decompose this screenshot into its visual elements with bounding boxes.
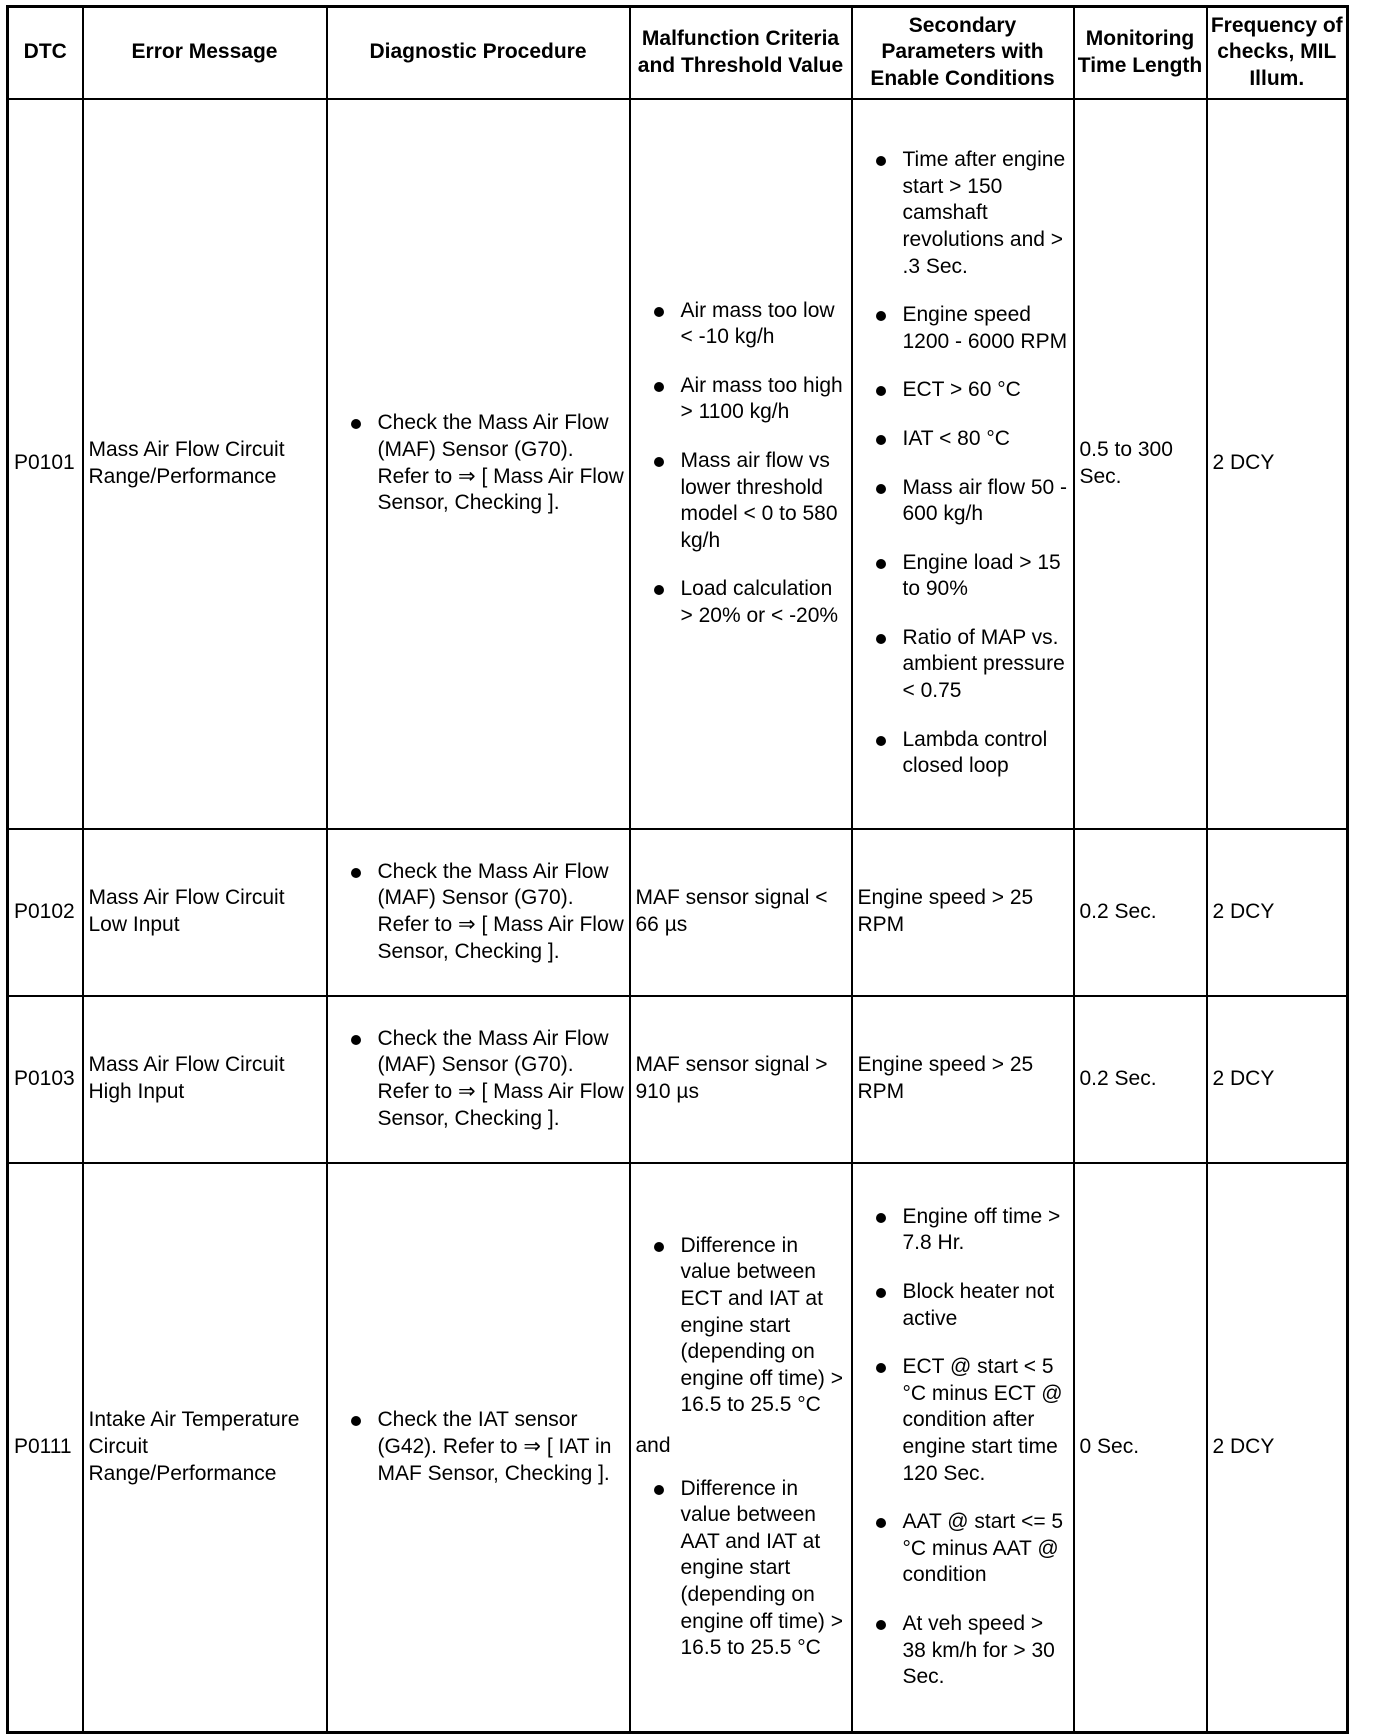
criteria-item: Difference in value between AAT and IAT at engine start (depending on engine off time) > 16.5 to 25.5 °C	[636, 1476, 847, 1662]
header-secondary-parameters: Secondary Parameters with Enable Conditions	[852, 7, 1074, 99]
dtc-code: P0102	[8, 829, 83, 996]
header-malfunction-criteria: Malfunction Criteria and Threshold Value	[630, 7, 852, 99]
monitoring-time: 0 Sec.	[1074, 1163, 1207, 1733]
diagnostic-procedure	[327, 1163, 630, 1733]
criteria-item: Mass air flow vs lower threshold model < 0 to 580 kg/h	[636, 448, 847, 554]
dtc-code: P0111	[8, 1163, 83, 1733]
procedure-list	[333, 1026, 625, 1132]
criteria-joiner: and	[635, 1433, 671, 1457]
procedure-list	[333, 859, 625, 965]
frequency: 2 DCY	[1207, 996, 1348, 1163]
procedure-item: Check the Mass Air Flow (MAF) Sensor (G70). Refer to ⇒ [ Mass Air Flow Sensor, Checking ].	[333, 859, 625, 965]
monitoring-time: 0.2 Sec.	[1074, 996, 1207, 1163]
secondary-parameters	[852, 99, 1074, 829]
secondary-parameters: Engine speed > 25 RPM	[852, 996, 1074, 1163]
table-row-p0102	[8, 829, 1348, 996]
dtc-code: P0103	[8, 996, 83, 1163]
table-row-p0101	[8, 99, 1348, 829]
secondary-item: Lambda control closed loop	[858, 727, 1069, 780]
procedure-item: Check the Mass Air Flow (MAF) Sensor (G70). Refer to ⇒ [ Mass Air Flow Sensor, Checking ].	[333, 1026, 625, 1132]
secondary-parameters: Engine speed > 25 RPM	[852, 829, 1074, 996]
secondary-item: Ratio of MAP vs. ambient pressure < 0.75	[858, 625, 1069, 705]
secondary-item: At veh speed > 38 km/h for > 30 Sec.	[858, 1611, 1069, 1691]
malfunction-criteria: MAF sensor signal < 66 µs	[630, 829, 852, 996]
procedure-item: Check the Mass Air Flow (MAF) Sensor (G70). Refer to ⇒ [ Mass Air Flow Sensor, Checking ].	[333, 410, 625, 516]
error-message: Mass Air Flow Circuit Low Input	[83, 829, 327, 996]
secondary-list	[858, 147, 1069, 780]
header-row	[8, 7, 1348, 99]
secondary-parameters	[852, 1163, 1074, 1733]
secondary-item: ECT > 60 °C	[858, 377, 1069, 404]
secondary-list	[858, 1204, 1069, 1691]
error-message: Intake Air Temperature Circuit Range/Performance	[83, 1163, 327, 1733]
secondary-item: Block heater not active	[858, 1279, 1069, 1332]
secondary-item: Mass air flow 50 - 600 kg/h	[858, 475, 1069, 528]
dtc-table	[6, 5, 1349, 1734]
secondary-item: Engine off time > 7.8 Hr.	[858, 1204, 1069, 1257]
procedure-list	[333, 1407, 625, 1487]
error-message: Mass Air Flow Circuit High Input	[83, 996, 327, 1163]
diagnostic-procedure	[327, 99, 630, 829]
dtc-code: P0101	[8, 99, 83, 829]
diagnostic-procedure	[327, 829, 630, 996]
criteria-item: Air mass too high > 1100 kg/h	[636, 373, 847, 426]
criteria-item: Difference in value between ECT and IAT at engine start (depending on engine off time) > 16.5 to 25.5 °C	[636, 1233, 847, 1419]
secondary-item: AAT @ start <= 5 °C minus AAT @ condition	[858, 1509, 1069, 1589]
frequency: 2 DCY	[1207, 99, 1348, 829]
frequency: 2 DCY	[1207, 829, 1348, 996]
secondary-item: Time after engine start > 150 camshaft revolutions and > .3 Sec.	[858, 147, 1069, 280]
procedure-list	[333, 410, 625, 516]
secondary-item: Engine load > 15 to 90%	[858, 550, 1069, 603]
secondary-item: ECT @ start < 5 °C minus ECT @ condition after engine start time 120 Sec.	[858, 1354, 1069, 1487]
table-row-p0103	[8, 996, 1348, 1163]
secondary-item: Engine speed 1200 - 6000 RPM	[858, 302, 1069, 355]
criteria-list	[636, 1476, 847, 1662]
criteria-item: Load calculation > 20% or < -20%	[636, 576, 847, 629]
malfunction-criteria	[630, 1163, 852, 1733]
criteria-list	[636, 1233, 847, 1419]
monitoring-time: 0.2 Sec.	[1074, 829, 1207, 996]
header-monitoring-time: Monitoring Time Length	[1074, 7, 1207, 99]
secondary-item: IAT < 80 °C	[858, 426, 1069, 453]
header-frequency: Frequency of checks, MIL Illum.	[1207, 7, 1348, 99]
procedure-item: Check the IAT sensor (G42). Refer to ⇒ [ IAT in MAF Sensor, Checking ].	[333, 1407, 625, 1487]
header-dtc: DTC	[8, 7, 83, 99]
criteria-list	[636, 298, 847, 630]
malfunction-criteria: MAF sensor signal > 910 µs	[630, 996, 852, 1163]
error-message: Mass Air Flow Circuit Range/Performance	[83, 99, 327, 829]
criteria-item: Air mass too low < -10 kg/h	[636, 298, 847, 351]
header-diagnostic-procedure: Diagnostic Procedure	[327, 7, 630, 99]
table-row-p0111	[8, 1163, 1348, 1733]
diagnostic-procedure	[327, 996, 630, 1163]
header-error-message: Error Message	[83, 7, 327, 99]
malfunction-criteria	[630, 99, 852, 829]
monitoring-time: 0.5 to 300 Sec.	[1074, 99, 1207, 829]
frequency: 2 DCY	[1207, 1163, 1348, 1733]
